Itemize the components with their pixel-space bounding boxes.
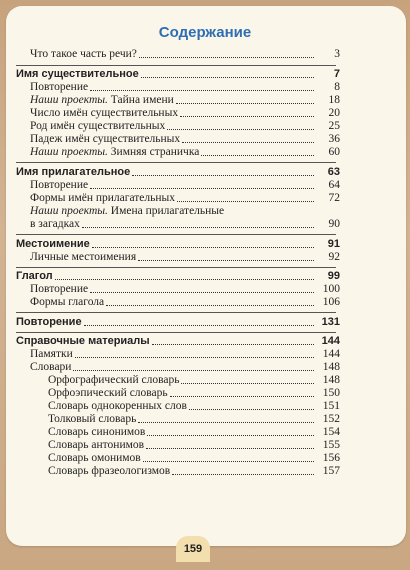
section-divider (16, 332, 336, 333)
toc-section-label: Местоимение (16, 238, 90, 250)
toc-section-page: 7 (333, 68, 340, 80)
toc-entry-page: 18 (328, 94, 340, 106)
toc-entry-label: Род имён существительных (30, 120, 166, 132)
toc-subentry[interactable] (48, 374, 340, 387)
toc-entry[interactable] (30, 348, 340, 361)
page-number: 159 (176, 536, 210, 562)
dot-leader (92, 246, 314, 248)
toc-entry-page: 155 (322, 439, 340, 451)
toc-section-page: 99 (327, 270, 340, 282)
dot-leader (139, 56, 314, 58)
toc-section[interactable] (16, 238, 340, 251)
toc-entry-page: 152 (322, 413, 340, 425)
toc-entry-page: 8 (334, 81, 340, 93)
dot-leader (147, 434, 314, 436)
toc-entry[interactable] (30, 107, 340, 120)
section-divider (16, 65, 336, 66)
toc-entry[interactable] (30, 251, 340, 264)
toc-entry-page: 72 (328, 192, 340, 204)
toc-entry-page: 148 (322, 374, 340, 386)
section-divider (16, 312, 336, 313)
toc-section-label: Имя прилагательное (16, 166, 131, 178)
dot-leader (90, 89, 314, 91)
toc-entry-page: 36 (328, 133, 340, 145)
toc-entry-label: Памятки (30, 348, 73, 360)
dot-leader (146, 447, 314, 449)
dot-leader (82, 226, 314, 228)
dot-leader (152, 343, 314, 345)
toc-entry[interactable] (30, 361, 340, 374)
toc-entry-label: Повторение (30, 179, 89, 191)
dot-leader (182, 141, 314, 143)
toc-section-page: 131 (321, 316, 340, 328)
toc-entry-label: Повторение (30, 283, 89, 295)
toc-section[interactable] (16, 68, 340, 81)
dot-leader (170, 395, 314, 397)
toc-entry-label: Словарь однокоренных слов (48, 400, 187, 412)
toc-entry-label: Формы глагола (30, 296, 105, 308)
toc-entry-label: Толковый словарь (48, 413, 137, 425)
toc-subentry[interactable] (48, 465, 340, 478)
toc-entry[interactable] (30, 218, 340, 231)
toc-entry-page: 157 (322, 465, 340, 477)
page-title: Содержание (158, 24, 252, 41)
toc-section[interactable] (16, 316, 340, 329)
dot-leader (73, 369, 314, 371)
dot-leader (201, 154, 314, 156)
dot-leader (106, 304, 314, 306)
toc-subentry[interactable] (48, 426, 340, 439)
dot-leader (177, 200, 314, 202)
dot-leader (84, 324, 314, 326)
toc-subentry[interactable] (48, 400, 340, 413)
dot-leader (132, 174, 314, 176)
toc-entry-page: 148 (322, 361, 340, 373)
toc-entry[interactable] (30, 81, 340, 94)
dot-leader (189, 408, 314, 410)
toc-subentry[interactable] (48, 452, 340, 465)
toc-entry-label: Формы имён прилагательных (30, 192, 176, 204)
toc-section[interactable] (16, 335, 340, 348)
toc-entry-label: Словарь антонимов (48, 439, 145, 451)
section-divider (16, 267, 336, 268)
toc-entry-label: Что такое часть речи? (30, 48, 137, 60)
toc-section-label: Имя существительное (16, 68, 139, 80)
toc-section-label: Повторение (16, 316, 82, 328)
dot-leader (143, 460, 314, 462)
dot-leader (176, 102, 314, 104)
dot-leader (167, 128, 314, 130)
toc-entry[interactable] (30, 133, 340, 146)
dot-leader (141, 76, 314, 78)
toc-entry[interactable] (30, 120, 340, 133)
toc-entry-label: Падеж имён существительных (30, 133, 181, 145)
toc-entry-page: 92 (328, 251, 340, 263)
dot-leader (90, 187, 314, 189)
toc-entry-page: 151 (322, 400, 340, 412)
toc-entry-label: Число имён существительных (30, 107, 179, 119)
dot-leader (172, 473, 314, 475)
toc-entry-label: Личные местоимения (30, 251, 137, 263)
toc-entry-label: Словарь фразеологизмов (48, 465, 171, 477)
toc-section-page: 144 (321, 335, 340, 347)
section-divider (16, 234, 336, 235)
toc-entry-label: Наши проекты. Тайна имени (30, 94, 174, 106)
toc-entry-page: 106 (322, 296, 340, 308)
toc-entry-page: 64 (328, 179, 340, 191)
toc-entry-label: Орфоэпический словарь (48, 387, 168, 399)
dot-leader (55, 278, 314, 280)
toc-entry-page: 90 (328, 218, 340, 230)
toc-entry[interactable] (30, 296, 340, 309)
toc-entry[interactable] (30, 146, 340, 159)
toc-entry-page: 156 (322, 452, 340, 464)
toc-entry-label: Словарь синонимов (48, 426, 146, 438)
toc-section-label: Справочные материалы (16, 335, 150, 347)
dot-leader (75, 356, 314, 358)
toc-subentry[interactable] (48, 439, 340, 452)
toc-entry[interactable] (30, 192, 340, 205)
toc-entry-label: Повторение (30, 81, 89, 93)
toc-entry-page: 150 (322, 387, 340, 399)
toc-section-page: 63 (327, 166, 340, 178)
toc-entry-page: 3 (334, 48, 340, 60)
toc-subentry[interactable] (48, 387, 340, 400)
toc-entry-page: 20 (328, 107, 340, 119)
toc-subentry[interactable] (48, 413, 340, 426)
toc-entry-page: 100 (322, 283, 340, 295)
toc-entry-label: Наши проекты. Зимняя страничка (30, 146, 200, 158)
toc-entry-label: Орфографический словарь (48, 374, 180, 386)
dot-leader (180, 115, 314, 117)
toc-entry-first-line[interactable]: Наши проекты. Имена прилагательные (30, 205, 225, 217)
toc-entry-label: Словари (30, 361, 72, 373)
toc-section[interactable] (16, 270, 340, 283)
toc-section-page: 91 (327, 238, 340, 250)
toc-entry[interactable] (30, 94, 340, 107)
toc-entry-label: Словарь омонимов (48, 452, 141, 464)
toc-entry-label: в загадках (30, 218, 80, 230)
toc-section-label: Глагол (16, 270, 53, 282)
dot-leader (138, 421, 314, 423)
toc-section[interactable] (16, 166, 340, 179)
dot-leader (181, 382, 314, 384)
toc-entry[interactable] (30, 283, 340, 296)
dot-leader (90, 291, 314, 293)
toc-entry-page: 154 (322, 426, 340, 438)
toc-entry-page: 60 (328, 146, 340, 158)
toc-entry-page: 144 (322, 348, 340, 360)
toc-entry[interactable] (30, 179, 340, 192)
section-divider (16, 162, 336, 163)
dot-leader (138, 259, 314, 261)
toc-entry[interactable] (30, 48, 340, 61)
toc-entry-page: 25 (328, 120, 340, 132)
